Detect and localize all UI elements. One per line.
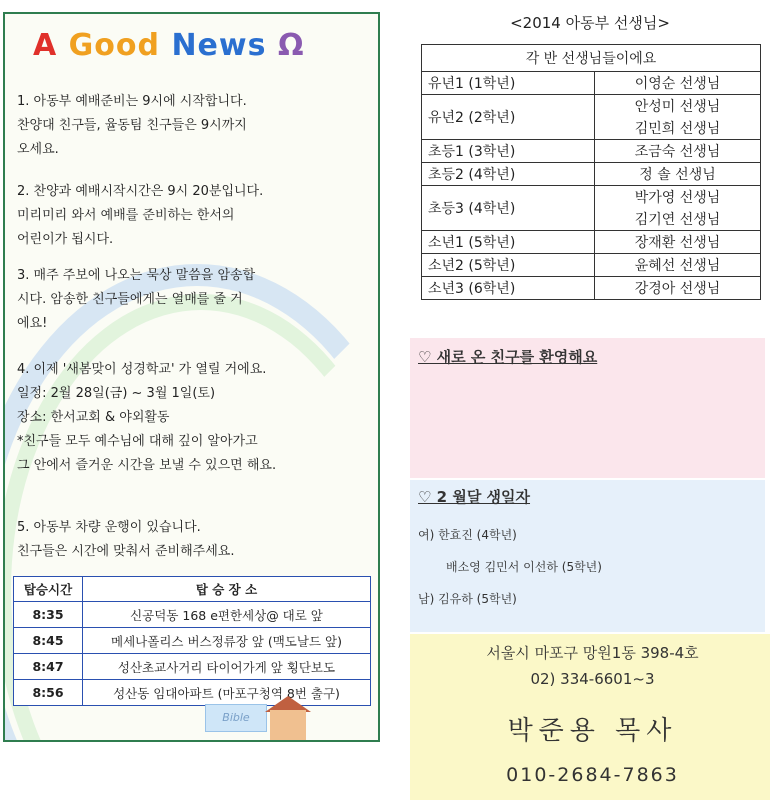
church-phone: 02) 334-6601~3 — [530, 670, 655, 688]
table-row: 김민희 선생님 — [422, 117, 761, 140]
shuttle-schedule-table — [13, 576, 371, 706]
birthday-heading: ♡ 2 월달 생일자 — [418, 488, 531, 506]
table-row: 소년3 (6학년) 강경아 선생님 — [422, 277, 761, 300]
teachers-title: <2014 아동부 선생님> — [510, 14, 670, 32]
table-row: 소년1 (5학년) 장재환 선생님 — [422, 231, 761, 254]
table-row: 김기연 선생님 — [422, 208, 761, 231]
table-row: 초등3 (4학년) 박가영 선생님 — [422, 186, 761, 209]
teachers-table-header: 각 반 선생님들이에요 — [422, 45, 761, 72]
teachers-table — [421, 44, 761, 300]
table-row: 초등2 (4학년) 정 솔 선생님 — [422, 163, 761, 186]
notice-4-bible-school: 4. 이제 '새봄맞이 성경학교' 가 열릴 거에요. 일정: 2월 28일(금) ~ 3월 1일(토) 장소: 한서교회 & 야외활동 *친구들 모두 예수님에 대해 깊이 알아가고 그 안에서 즐거운 시간을 보낼 수 있으면 해요. — [17, 362, 277, 473]
good-news-title: A Good News Ω — [33, 28, 305, 63]
good-news-panel — [3, 12, 380, 742]
table-row: 초등1 (3학년) 조금숙 선생님 — [422, 140, 761, 163]
table-row: 8:47 성산초교사거리 타이어가게 앞 횡단보도 — [14, 654, 371, 680]
pastor-mobile: 010-2684-7863 — [506, 764, 679, 786]
notice-3: 3. 매주 주보에 나오는 묵상 말씀을 암송합 시다. 암송한 친구들에게는 열매를 줄 거 에요! — [17, 268, 256, 331]
table-row: 8:45 메세나폴리스 버스정류장 앞 (맥도날드 앞) — [14, 628, 371, 654]
notice-1: 1. 아동부 예배준비는 9시에 시작합니다. 찬양대 친구들, 율동팀 친구들은 9시까지 오세요. — [17, 94, 247, 157]
birthday-boys: 남) 김유하 (5학년) — [418, 592, 517, 606]
welcome-heading: ♡ 새로 온 친구를 환영해요 — [418, 348, 598, 366]
notice-5-shuttle: 5. 아동부 차량 운행이 있습니다. 친구들은 시간에 맞춰서 준비해주세요. — [17, 520, 235, 559]
house-illustration — [270, 710, 306, 742]
table-header-row: 탑승시간 탑 승 장 소 — [14, 577, 371, 602]
notice-2: 2. 찬양과 예배시작시간은 9시 20분입니다. 미리미리 와서 예배를 준비하는 한서의 어린이가 됩시다. — [17, 184, 264, 247]
birthday-girls-2: 배소영 김민서 이선하 (5학년) — [446, 560, 602, 574]
bible-illustration: Bible — [205, 704, 267, 732]
church-address: 서울시 마포구 망원1동 398-4호 — [486, 644, 699, 662]
table-row: 8:56 성산동 임대아파트 (마포구청역 8번 출구) — [14, 680, 371, 706]
table-row: 유년2 (2학년) 안성미 선생님 — [422, 95, 761, 118]
birthday-girls-1: 여) 한효진 (4학년) — [418, 528, 517, 542]
table-row: 유년1 (1학년) 이영순 선생님 — [422, 72, 761, 95]
table-row: 8:35 신공덕동 168 e편한세상@ 대로 앞 — [14, 602, 371, 628]
pastor-name: 박준용 목사 — [507, 716, 678, 746]
table-row: 소년2 (5학년) 윤혜선 선생님 — [422, 254, 761, 277]
